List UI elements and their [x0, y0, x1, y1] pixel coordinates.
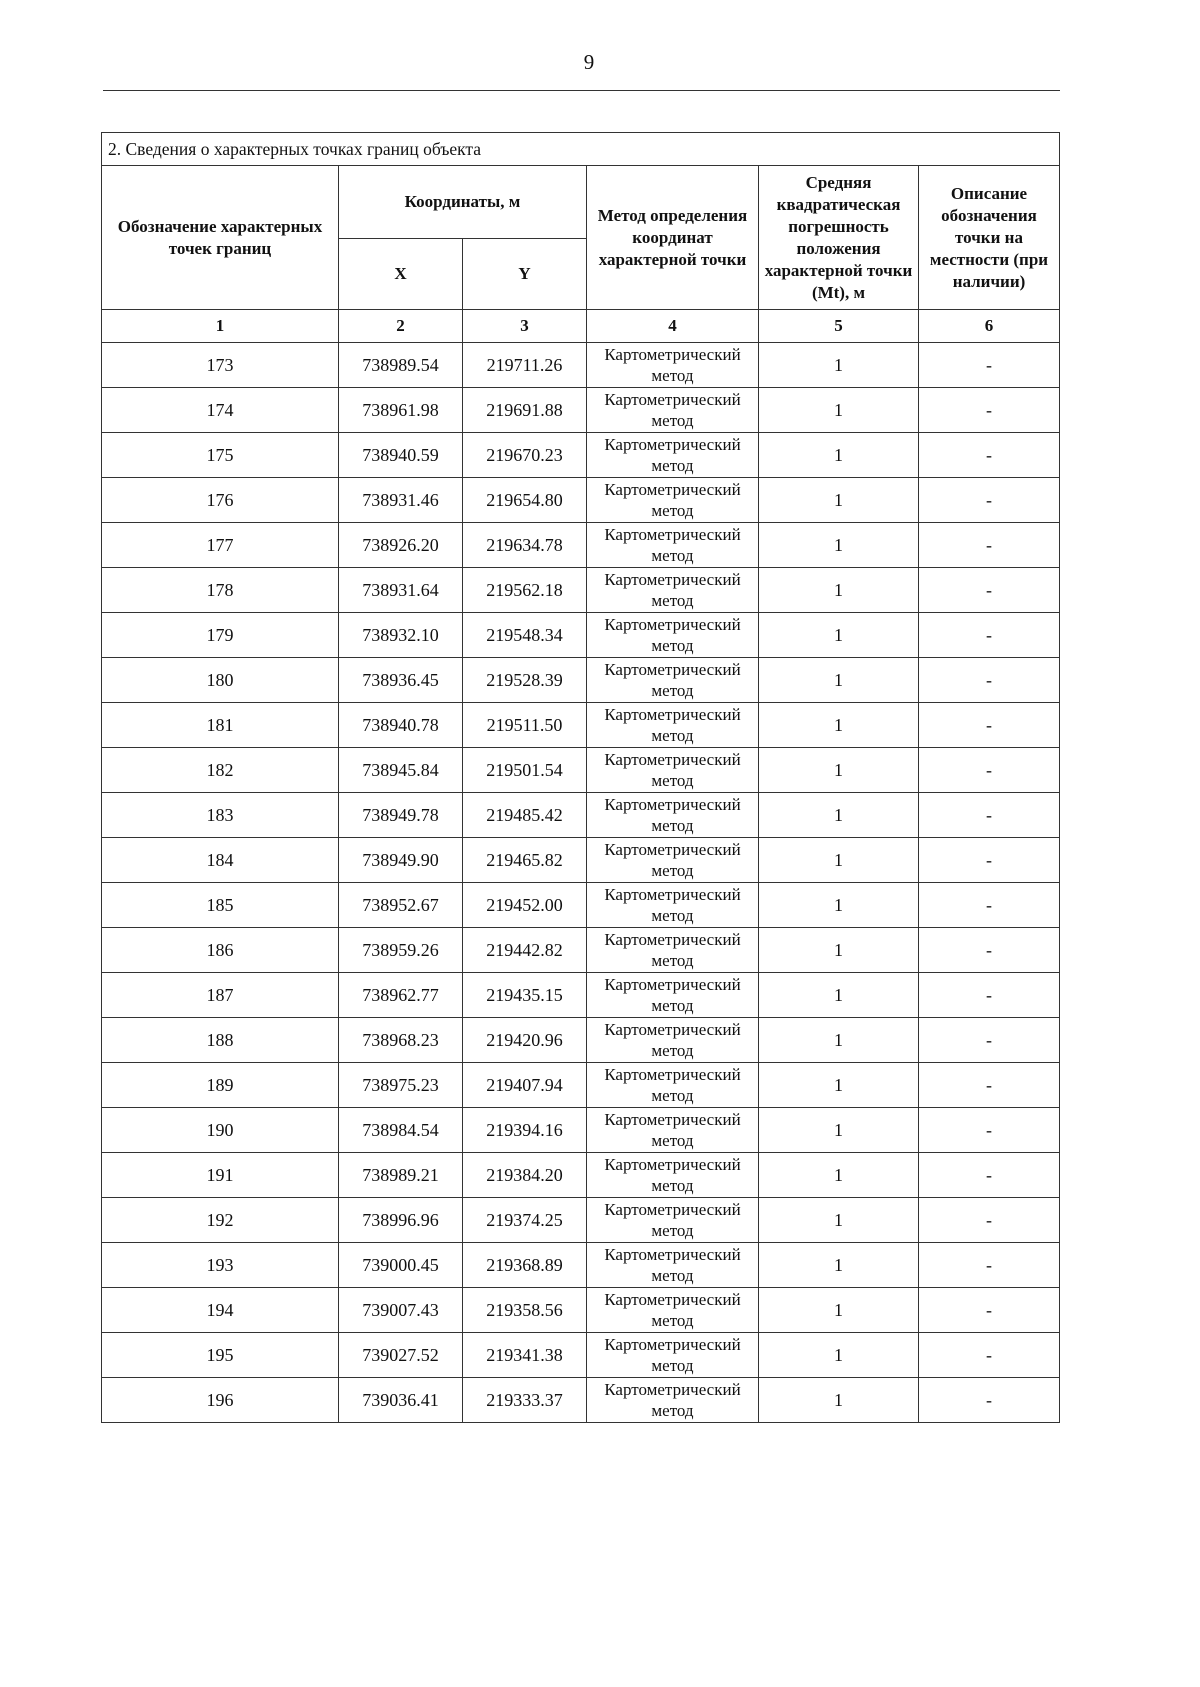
accuracy-cell: 1	[759, 793, 919, 838]
point-id: 195	[102, 1333, 339, 1378]
accuracy-cell: 1	[759, 838, 919, 883]
method-cell: Картометрический метод	[587, 568, 759, 613]
method-cell: Картометрический метод	[587, 748, 759, 793]
coord-y: 219501.54	[463, 748, 587, 793]
coord-y: 219485.42	[463, 793, 587, 838]
coord-y: 219374.25	[463, 1198, 587, 1243]
point-id: 180	[102, 658, 339, 703]
description-cell: -	[919, 838, 1060, 883]
coord-x: 738949.78	[339, 793, 463, 838]
table-row	[102, 1018, 1060, 1063]
description-cell: -	[919, 1018, 1060, 1063]
table-row	[102, 703, 1060, 748]
header-coordinates: Координаты, м	[339, 166, 587, 239]
method-cell: Картометрический метод	[587, 1153, 759, 1198]
point-id: 188	[102, 1018, 339, 1063]
coord-y: 219394.16	[463, 1108, 587, 1153]
table-body	[102, 343, 1060, 1423]
description-cell: -	[919, 883, 1060, 928]
accuracy-cell: 1	[759, 523, 919, 568]
description-cell: -	[919, 388, 1060, 433]
table-row	[102, 928, 1060, 973]
coord-x: 738996.96	[339, 1198, 463, 1243]
coord-x: 738931.46	[339, 478, 463, 523]
point-id: 178	[102, 568, 339, 613]
point-id: 173	[102, 343, 339, 388]
table-row	[102, 478, 1060, 523]
method-cell: Картометрический метод	[587, 343, 759, 388]
coord-x: 738936.45	[339, 658, 463, 703]
coord-y: 219670.23	[463, 433, 587, 478]
accuracy-cell: 1	[759, 703, 919, 748]
description-cell: -	[919, 1333, 1060, 1378]
point-id: 179	[102, 613, 339, 658]
column-number: 6	[919, 310, 1060, 343]
description-cell: -	[919, 703, 1060, 748]
coord-y: 219358.56	[463, 1288, 587, 1333]
coord-x: 738968.23	[339, 1018, 463, 1063]
point-id: 191	[102, 1153, 339, 1198]
column-number: 4	[587, 310, 759, 343]
table-row	[102, 388, 1060, 433]
method-cell: Картометрический метод	[587, 1243, 759, 1288]
coord-x: 738926.20	[339, 523, 463, 568]
method-cell: Картометрический метод	[587, 703, 759, 748]
point-id: 193	[102, 1243, 339, 1288]
coord-y: 219435.15	[463, 973, 587, 1018]
header-y: Y	[463, 239, 587, 310]
coord-x: 738940.59	[339, 433, 463, 478]
section-title: 2. Сведения о характерных точках границ объекта	[102, 133, 1060, 166]
description-cell: -	[919, 1243, 1060, 1288]
description-cell: -	[919, 433, 1060, 478]
table-row	[102, 883, 1060, 928]
accuracy-cell: 1	[759, 658, 919, 703]
accuracy-cell: 1	[759, 388, 919, 433]
coord-y: 219634.78	[463, 523, 587, 568]
coord-y: 219407.94	[463, 1063, 587, 1108]
coord-x: 738961.98	[339, 388, 463, 433]
point-id: 184	[102, 838, 339, 883]
coord-y: 219528.39	[463, 658, 587, 703]
accuracy-cell: 1	[759, 1198, 919, 1243]
method-cell: Картометрический метод	[587, 1108, 759, 1153]
table-row	[102, 1378, 1060, 1423]
coord-y: 219654.80	[463, 478, 587, 523]
method-cell: Картометрический метод	[587, 973, 759, 1018]
description-cell: -	[919, 1153, 1060, 1198]
table-row	[102, 1198, 1060, 1243]
accuracy-cell: 1	[759, 883, 919, 928]
coord-y: 219691.88	[463, 388, 587, 433]
coord-x: 738962.77	[339, 973, 463, 1018]
table-row	[102, 748, 1060, 793]
header-description: Описание обозначения точки на местности (при наличии)	[919, 166, 1060, 310]
method-cell: Картометрический метод	[587, 388, 759, 433]
table-row	[102, 1333, 1060, 1378]
accuracy-cell: 1	[759, 1243, 919, 1288]
table-row	[102, 658, 1060, 703]
point-id: 194	[102, 1288, 339, 1333]
description-cell: -	[919, 748, 1060, 793]
point-id: 177	[102, 523, 339, 568]
coord-x: 738989.21	[339, 1153, 463, 1198]
point-id: 182	[102, 748, 339, 793]
description-cell: -	[919, 658, 1060, 703]
method-cell: Картометрический метод	[587, 1288, 759, 1333]
coord-y: 219511.50	[463, 703, 587, 748]
table-row	[102, 838, 1060, 883]
table-row	[102, 1288, 1060, 1333]
coord-y: 219341.38	[463, 1333, 587, 1378]
header-rule	[103, 90, 1060, 91]
header-method: Метод определения координат характерной точки	[587, 166, 759, 310]
header-accuracy: Средняя квадратическая погрешность положения характерной точки (Mt), м	[759, 166, 919, 310]
point-id: 174	[102, 388, 339, 433]
point-id: 190	[102, 1108, 339, 1153]
coord-x: 738932.10	[339, 613, 463, 658]
method-cell: Картометрический метод	[587, 1378, 759, 1423]
accuracy-cell: 1	[759, 1108, 919, 1153]
coord-y: 219465.82	[463, 838, 587, 883]
description-cell: -	[919, 973, 1060, 1018]
description-cell: -	[919, 793, 1060, 838]
method-cell: Картометрический метод	[587, 1063, 759, 1108]
coord-x: 739000.45	[339, 1243, 463, 1288]
description-cell: -	[919, 568, 1060, 613]
table-row	[102, 343, 1060, 388]
point-id: 185	[102, 883, 339, 928]
column-numbers-row	[102, 310, 1060, 343]
description-cell: -	[919, 1063, 1060, 1108]
coord-x: 739036.41	[339, 1378, 463, 1423]
point-id: 196	[102, 1378, 339, 1423]
description-cell: -	[919, 1108, 1060, 1153]
point-id: 181	[102, 703, 339, 748]
description-cell: -	[919, 478, 1060, 523]
method-cell: Картометрический метод	[587, 1198, 759, 1243]
point-id: 187	[102, 973, 339, 1018]
accuracy-cell: 1	[759, 1333, 919, 1378]
accuracy-cell: 1	[759, 1288, 919, 1333]
point-id: 192	[102, 1198, 339, 1243]
method-cell: Картометрический метод	[587, 928, 759, 973]
accuracy-cell: 1	[759, 1378, 919, 1423]
coord-y: 219562.18	[463, 568, 587, 613]
coord-y: 219420.96	[463, 1018, 587, 1063]
accuracy-cell: 1	[759, 1063, 919, 1108]
method-cell: Картометрический метод	[587, 793, 759, 838]
accuracy-cell: 1	[759, 1018, 919, 1063]
coord-x: 738949.90	[339, 838, 463, 883]
method-cell: Картометрический метод	[587, 1333, 759, 1378]
point-id: 189	[102, 1063, 339, 1108]
coord-x: 738989.54	[339, 343, 463, 388]
table-row	[102, 1153, 1060, 1198]
coord-x: 739027.52	[339, 1333, 463, 1378]
method-cell: Картометрический метод	[587, 838, 759, 883]
coord-x: 738984.54	[339, 1108, 463, 1153]
coord-y: 219442.82	[463, 928, 587, 973]
method-cell: Картометрический метод	[587, 523, 759, 568]
accuracy-cell: 1	[759, 1153, 919, 1198]
table-row	[102, 568, 1060, 613]
table-row	[102, 1063, 1060, 1108]
method-cell: Картометрический метод	[587, 883, 759, 928]
description-cell: -	[919, 1288, 1060, 1333]
coord-y: 219452.00	[463, 883, 587, 928]
coord-x: 738940.78	[339, 703, 463, 748]
table-row	[102, 523, 1060, 568]
coord-x: 738945.84	[339, 748, 463, 793]
coord-x: 739007.43	[339, 1288, 463, 1333]
method-cell: Картометрический метод	[587, 658, 759, 703]
description-cell: -	[919, 613, 1060, 658]
accuracy-cell: 1	[759, 748, 919, 793]
coord-x: 738952.67	[339, 883, 463, 928]
accuracy-cell: 1	[759, 478, 919, 523]
method-cell: Картометрический метод	[587, 478, 759, 523]
table-row	[102, 793, 1060, 838]
table-row	[102, 433, 1060, 478]
description-cell: -	[919, 523, 1060, 568]
coord-x: 738959.26	[339, 928, 463, 973]
table-row	[102, 1243, 1060, 1288]
column-number: 3	[463, 310, 587, 343]
accuracy-cell: 1	[759, 343, 919, 388]
description-cell: -	[919, 343, 1060, 388]
description-cell: -	[919, 1378, 1060, 1423]
column-number: 1	[102, 310, 339, 343]
method-cell: Картометрический метод	[587, 613, 759, 658]
point-id: 176	[102, 478, 339, 523]
coord-y: 219548.34	[463, 613, 587, 658]
description-cell: -	[919, 1198, 1060, 1243]
boundary-points-table	[101, 132, 1060, 1423]
method-cell: Картометрический метод	[587, 1018, 759, 1063]
coord-x: 738975.23	[339, 1063, 463, 1108]
header-x: X	[339, 239, 463, 310]
table-row	[102, 613, 1060, 658]
accuracy-cell: 1	[759, 433, 919, 478]
accuracy-cell: 1	[759, 568, 919, 613]
table-row	[102, 973, 1060, 1018]
coord-y: 219333.37	[463, 1378, 587, 1423]
table-row	[102, 1108, 1060, 1153]
point-id: 183	[102, 793, 339, 838]
column-number: 2	[339, 310, 463, 343]
header-designation: Обозначение характерных точек границ	[102, 166, 339, 310]
coord-y: 219368.89	[463, 1243, 587, 1288]
coord-y: 219711.26	[463, 343, 587, 388]
accuracy-cell: 1	[759, 928, 919, 973]
page-number: 9	[583, 50, 595, 74]
coord-x: 738931.64	[339, 568, 463, 613]
accuracy-cell: 1	[759, 613, 919, 658]
point-id: 186	[102, 928, 339, 973]
method-cell: Картометрический метод	[587, 433, 759, 478]
column-number: 5	[759, 310, 919, 343]
accuracy-cell: 1	[759, 973, 919, 1018]
point-id: 175	[102, 433, 339, 478]
description-cell: -	[919, 928, 1060, 973]
coord-y: 219384.20	[463, 1153, 587, 1198]
